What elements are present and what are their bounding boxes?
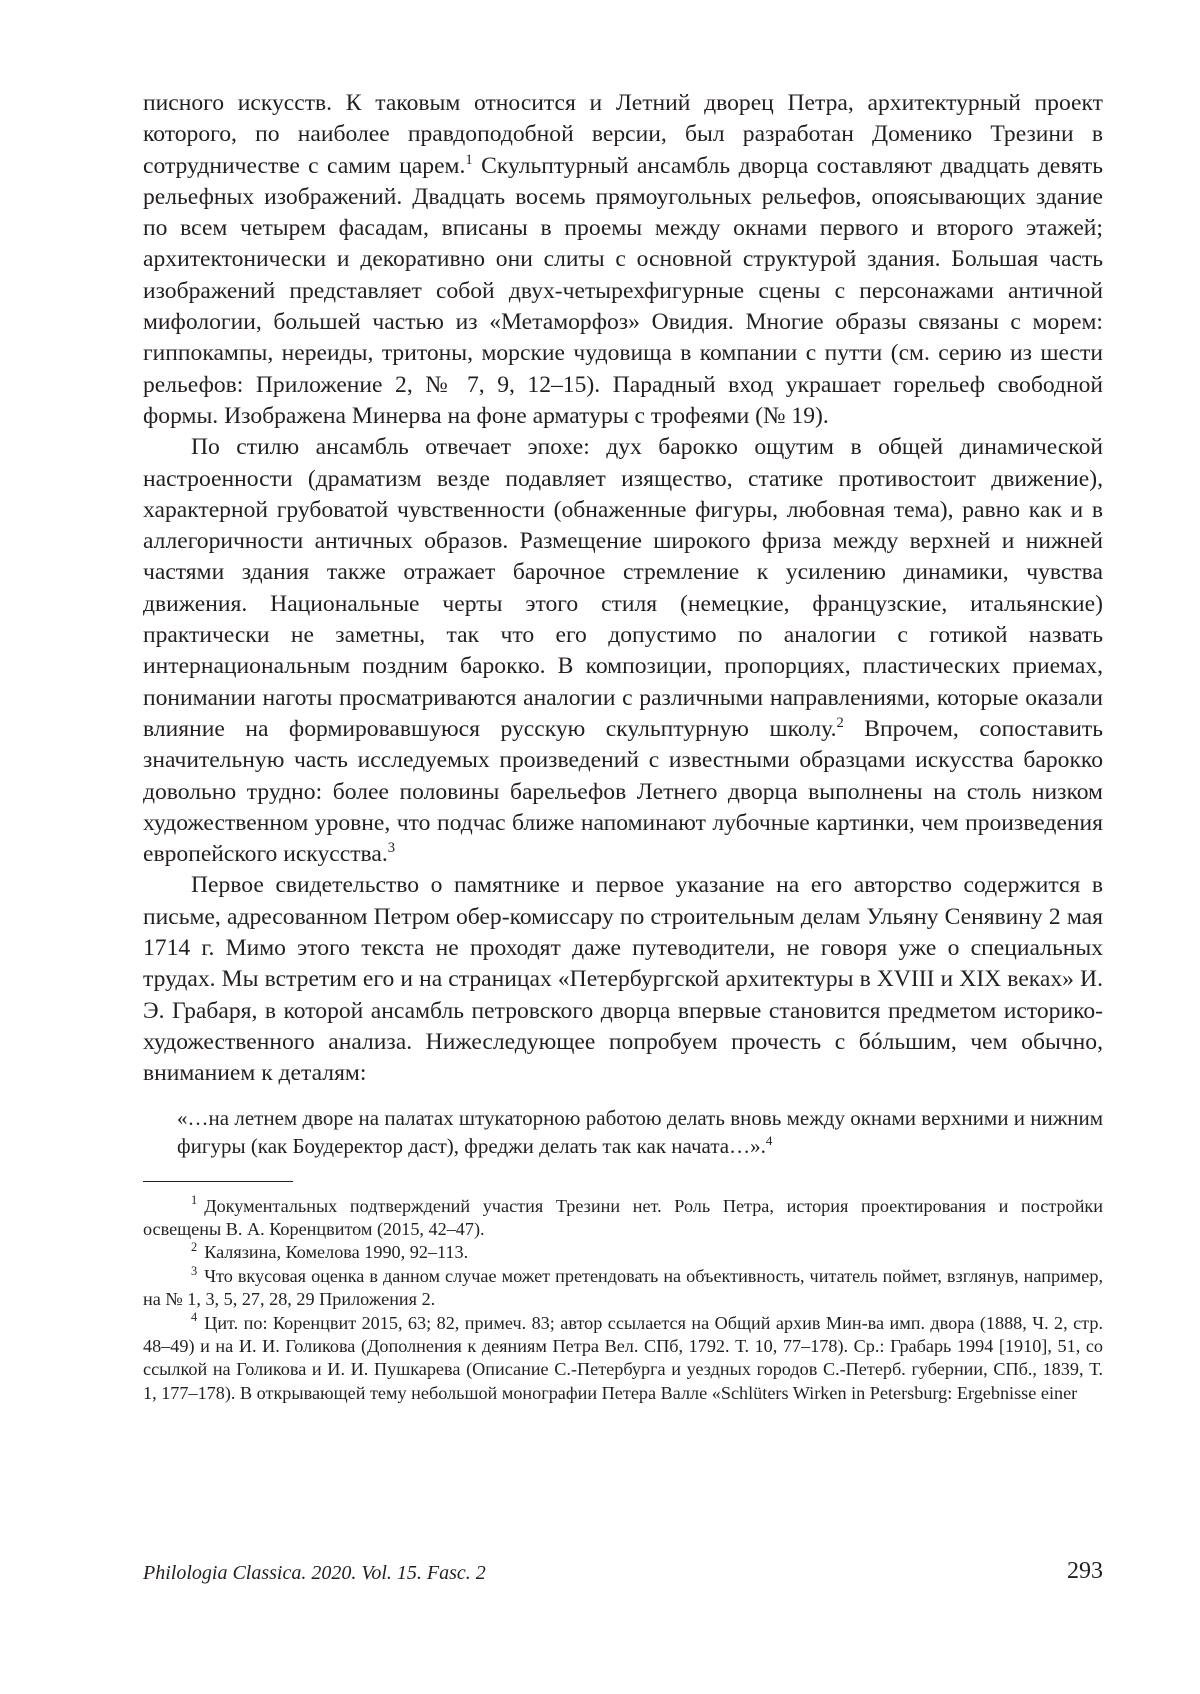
footnote-1 [143,1195,1103,1242]
page-content [143,88,1103,1405]
paragraph-1-text-b: Скульптурный ансамбль дворца составляют двадцать девять рельефных изображений. Двадцать восемь прямоугольных рельефов, опоясывающих здание по всем четырем фасадам, вписаны в проемы между окнами первого и второго этажей; архитектонически и декоративно они слиты с основной структурой здания. Большая часть изображений представляет собой двух-четырехфигурные сцены с персонажами античной мифологии, большей частью из «Метаморфоз» Овидия. Многие образы связаны с морем: гиппокампы, нереиды, тритоны, морские чудовища в компании с путти (см. серию из шести рельефов: Приложение 2, № 7, 9, 12–15). Парадный вход украшает горельеф свободной формы. Изображена Минерва на фоне арматуры с трофеями (№ 19). [143,152,1104,429]
footnote-text: Калязина, Комелова 1990, 92–113. [204,1242,469,1263]
footnote-number: 3 [191,1263,198,1278]
paragraph-1 [143,88,1103,432]
footnote-ref-2: 2 [836,715,844,732]
footnote-separator [143,1181,293,1182]
paragraph-2 [143,432,1103,870]
footnotes [143,1195,1103,1406]
footnote-2 [143,1241,1103,1264]
body-text [143,88,1103,1090]
footnote-ref-4: 4 [765,1133,773,1148]
paragraph-1-text-a: писного искусств. К таковым относится и Летний дворец Петра, архитектурный проект которого, по наиболее правдоподобной версии, был разработан Доменико Трезини в сотрудничестве с самим царем. [143,90,1103,179]
footnote-ref-1: 1 [465,151,473,168]
footnote-text: Цит. по: Коренцвит 2015, 63; 82, примеч. 83; автор ссылается на Общий архив Мин-ва имп. двора (1888, Ч. 2, стр. 48–49) и на И. И. Голикова (Дополнения к деяниям Петра Вел. СПб, 1792. Т. 10, 77–178). Ср.: Грабарь 1994 [1910], 51, со ссылкой на Голикова и И. И. Пушкарева (Описание С.-Петербурга и уездных городов С.-Петерб. губернии, СПб., 1839, Т. 1, 177–178). В открывающей тему небольшой монографии Петера Валле «Schlüters Wirken in Petersburg: Ergebnisse einer [143,1312,1103,1403]
paragraph-2-text-b: Впрочем, сопоставить значительную часть исследуемых произведений с известными образцами искусства барокко довольно трудно: более половины барельефов Летнего дворца выполнены на столь низком художественном уровне, что подчас ближе напоминают лубочные картинки, чем произведения европейского искусства. [143,715,1103,868]
journal-citation: Philologia Classica. 2020. Vol. 15. Fasc. 2 [143,1562,486,1584]
page-number: 293 [1067,1558,1103,1584]
block-quote [177,1104,1103,1161]
footnote-text: Что вкусовая оценка в данном случае может претендовать на объективность, читатель поймет, взглянув, например, на № 1, 3, 5, 27, 28, 29 Приложения 2. [143,1265,1103,1310]
paragraph-2-text-a: По стилю ансамбль отвечает эпохе: дух барокко ощутим в общей динамической настроенности (драматизм везде подавляет изящество, статике противостоит движение), характерной грубоватой чувственности (обнаженные фигуры, любовная тема), равно как и в аллегоричности античных образов. Размещение широкого фриза между верхней и нижней частями здания также отражает барочное стремление к усилению динамики, чувства движения. Национальные черты этого стиля (немецкие, французские, итальянские) практически не заметны, так что его допустимо по аналогии с готикой назвать интернациональным поздним барокко. В композиции, пропорциях, пластических приемах, понимании наготы просматриваются аналогии с различными направлениями, которые оказали влияние на формировавшуюся русскую скульптурную школу. [143,434,1103,742]
footnote-4 [143,1312,1103,1406]
footnote-ref-3: 3 [387,840,396,857]
paragraph-3 [143,870,1103,1089]
paragraph-3-text: Первое свидетельство о памятнике и первое указание на его авторство содержится в письме, адресованном Петром обер-комиссару по строительным делам Ульяну Сенявину 2 мая 1714 г. Мимо этого текста не проходят даже путеводители, не говоря уже о специальных трудах. Мы встретим его и на страницах «Петербургской архитектуры в XVIII и XIX веках» И. Э. Грабаря, в которой ансамбль петровского дворца впервые становится предметом историко-художественного анализа. Нижеследующее попробуем прочесть с бóльшим, чем обычно, вниманием к деталям: [143,872,1103,1087]
footnote-number: 4 [191,1310,198,1325]
footnote-number: 1 [191,1193,198,1208]
footnote-text: Документальных подтверждений участия Трезини нет. Роль Петра, история проектирования и постройки освещены В. А. Коренцвитом (2015, 42–47). [143,1195,1103,1239]
footnote-3 [143,1265,1103,1312]
footnote-number: 2 [191,1240,198,1255]
block-quote-text: «…на летнем дворе на палатах штукаторною работою делать вновь между окнами верхними и нижним фигуры (как Боудеректор даст), фреджи делать так как начата…». [177,1105,1103,1158]
